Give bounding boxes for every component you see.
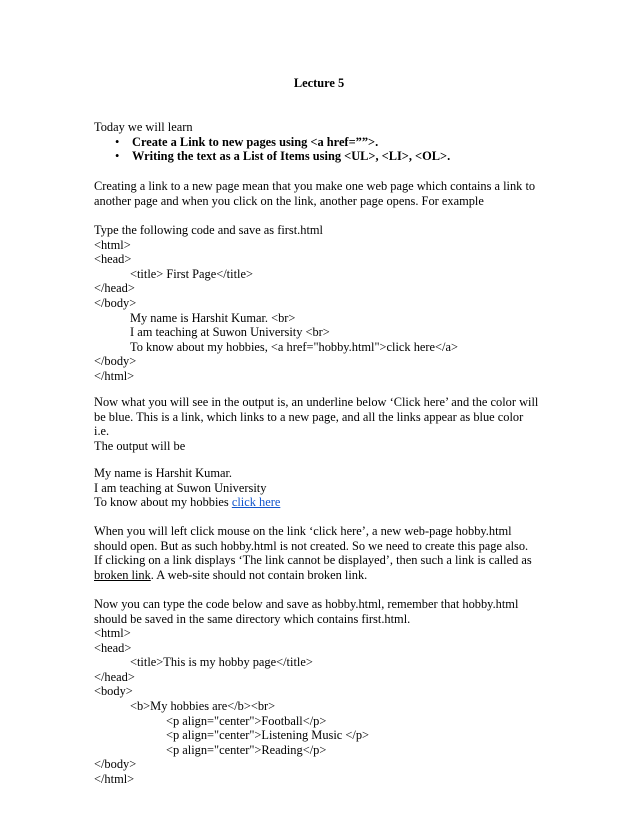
code-line: </html> [94,771,135,786]
code-line: <title> First Page</title> [130,266,253,281]
bullet-text: Writing the text as a List of Items using <UL>, <LI>, <OL>. [132,149,451,164]
paragraph-line: i.e. [94,424,110,439]
code-line: </body> [94,354,137,369]
broken-link-term: broken link [94,567,151,582]
code-line: </head> [94,281,135,296]
code-block-first-html [94,223,554,384]
code-line: <p align="center">Football</p> [166,713,327,728]
output-text: To know about my hobbies [94,495,232,510]
bullet-item [94,149,554,164]
paragraph-line: Creating a link to a new page mean that you make one web page which contains a link to [94,179,536,193]
intro-text: Today we will learn [94,120,193,134]
bullet-text: Create a Link to new pages using <a href=””>. [132,134,379,149]
code-line: <b>My hobbies are</b><br> [130,698,276,713]
code-line: <head> [94,640,132,655]
output-line: I am teaching at Suwon University [94,480,267,495]
code-line: <html> [94,237,131,252]
output-line: My name is Harshit Kumar. [94,466,232,480]
code-line: I am teaching at Suwon University <br> [130,325,330,340]
paragraph-output-explanation [94,395,554,453]
intro-section [94,120,554,164]
code-line: </body> [94,295,137,310]
paragraph-line: The output will be [94,438,186,453]
page-title: Lecture 5 [293,76,345,90]
code-line: <html> [94,626,131,640]
code-intro: Type the following code and save as first.html [94,223,323,237]
code-line: My name is Harshit Kumar. <br> [130,310,296,325]
output-line [94,495,554,510]
code-line: <head> [94,252,132,267]
paragraph-line: Now you can type the code below and save as hobby.html, remember that hobby.html [94,597,519,611]
output-sample [94,466,554,510]
paragraph-line: Now what you will see in the output is, an underline below ‘Click here’ and the color will [94,395,539,409]
paragraph-line: If clicking on a link displays ‘The link cannot be displayed’, then such a link is called as [94,553,532,568]
click-here-link[interactable]: click here [231,495,281,510]
paragraph-hobby-intro [94,597,554,626]
code-line: <p align="center">Reading</p> [166,742,327,757]
code-line: <body> [94,684,133,699]
paragraph-text: . A web-site should not contain broken link. [150,567,368,582]
paragraph-line: should open. But as such hobby.html is not created. So we need to create this page also. [94,538,529,553]
bullet-icon: • [115,149,120,164]
bullet-icon: • [115,134,120,149]
code-line: </head> [94,669,135,684]
paragraph-line: be blue. This is a link, which links to a new page, and all the links appear as blue color [94,409,524,424]
code-line: </body> [94,757,137,772]
paragraph-links-intro [94,179,554,208]
code-line: </html> [94,368,135,383]
code-line: <p align="center">Listening Music </p> [166,728,369,743]
paragraph-line [94,568,554,583]
paragraph-line: should be saved in the same directory which contains first.html. [94,611,411,626]
code-block-hobby-html [94,626,554,787]
paragraph-line: another page and when you click on the link, another page opens. For example [94,193,484,208]
bullet-item [94,135,554,150]
code-line: To know about my hobbies, <a href="hobby.html">click here</a> [130,339,458,354]
code-line: <title>This is my hobby page</title> [130,655,313,670]
paragraph-broken-link [94,524,554,582]
paragraph-line: When you will left click mouse on the link ‘click here’, a new web-page hobby.html [94,524,512,538]
bullet-list [94,135,554,164]
